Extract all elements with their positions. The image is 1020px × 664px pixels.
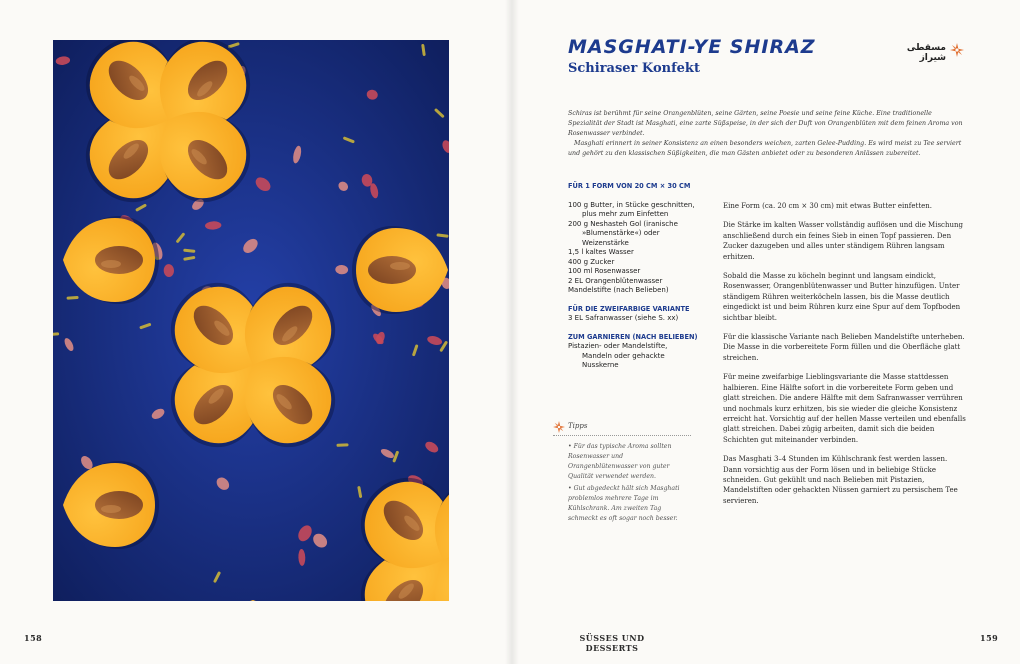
book-gutter: [505, 0, 519, 664]
ingredient-item: 400 g Zucker: [568, 257, 615, 266]
recipe-subtitle: Schiraser Konfekt: [568, 61, 700, 76]
recipe-intro: [568, 109, 964, 159]
ingredient-group-variant: [568, 314, 698, 324]
ingredient-item: 100 g Butter, in Stücke geschnitten, plus mehr zum Einfetten: [568, 200, 695, 218]
ingredient-item: Pistazien- oder Mandelstifte, Mandeln oder gehackte Nusskerne: [568, 342, 668, 369]
ingredient-item: 200 g Neshasteh Gol (iranische »Blumenstärke«) oder Weizenstärke: [568, 219, 678, 247]
garnish-heading: ZUM GARNIEREN (NACH BELIEBEN): [568, 332, 698, 341]
ingredient-item: 1,5 l kaltes Wasser: [568, 248, 634, 256]
method-step: Für meine zweifarbige Lieblingsvariante die Masse stattdessen halbieren. Eine Hälfte sofort in die vorbereitete Form geben und glatt streichen. Die andere Hälfte mit dem Safranwasser verrühren und nochmals kurz erhitzen, bis sie wieder die gleiche Konsistenz erreicht hat. Vorsichtig auf der hellen Masse verteilen und ebenfalls glatt streichen. Dabei zügig arbeiten, damit sich die beiden Schichten gut miteinander verbinden.: [723, 373, 966, 444]
method-step: Die Stärke im kalten Wasser vollständig auflösen und die Mischung anschließend durch ein feines Sieb in einen Topf passieren. Den Zucker dazugeben und alles unter ständigem Rühren langsam erhitzen.: [723, 221, 963, 261]
method-step: Eine Form (ca. 20 cm × 30 cm) mit etwas Butter einfetten.: [723, 202, 933, 210]
ingredient-item: 2 EL Orangenblütenwasser: [568, 276, 663, 285]
ingredient-item: 100 ml Rosenwasser: [568, 267, 641, 275]
ingredient-group-main: [568, 201, 698, 296]
tip-item: • Für das typische Aroma sollten Rosenwasser und Orangenblütenwasser von guter Qualität verwendet werden.: [568, 443, 672, 480]
ingredients-heading: FÜR 1 FORM VON 20 CM × 30 CM: [568, 182, 691, 190]
intro-paragraph: Masghati erinnert in seiner Konsistenz an einen besonders weichen, zarten Gelee-Pudding. Es wird meist zu Tee serviert und gehört zu den klassischen Süßigkeiten, die man Gästen anbietet oder zu besonderen Anlässen zubereitet.: [568, 140, 962, 157]
method-step: Für die klassische Variante nach Belieben Mandelstifte unterheben. Die Masse in die vorbereitete Form füllen und die Oberfläche glatt streichen.: [723, 333, 965, 362]
page-number-right: 159: [980, 633, 999, 643]
recipe-title: MASGHATI-YE SHIRAZ: [568, 36, 816, 58]
section-running-footer: SÜSSES UND DESSERTS: [579, 633, 645, 653]
ingredient-list: [568, 182, 698, 380]
variant-heading: FÜR DIE ZWEIFARBIGE VARIANTE: [568, 304, 690, 313]
method-step: Das Masghati 3–4 Stunden im Kühlschrank fest werden lassen. Dann vorsichtig aus der Form lösen und in beliebige Stücke schneiden. Gut gekühlt und nach Belieben mit Pistazien, Mandelstiften oder gehackten Nüssen garniert zu persischem Tee servieren.: [723, 455, 958, 505]
method-step: Sobald die Masse zu köcheln beginnt und langsam eindickt, Rosenwasser, Orangenblütenwasser und Butter hinzufügen. Unter ständigem Rühren weiterköcheln lassen, bis die Masse deutlich eingedickt ist und beim Rühren kurz eine Spur auf dem Topfboden sichtbar bleibt.: [723, 272, 961, 322]
ingredient-item: 3 EL Safranwasser (siehe S. xx): [568, 314, 679, 322]
method-steps: [723, 201, 966, 515]
ornament-star-icon: [950, 43, 964, 57]
masghati-food-photo: [53, 40, 449, 601]
tips-header: [553, 421, 691, 436]
tips-star-icon: [553, 421, 565, 433]
intro-paragraph: Schiras ist berühmt für seine Orangenblüten, seine Gärten, seine Poesie und seine feine Küche. Eine traditionelle Spezialität der Stadt ist Masghati, eine zarte Süßspeise, in der sich der Duft von Orangenblüten mit dem feinen Aroma von Rosenwasser verbindet.: [568, 110, 963, 137]
tip-item: • Gut abgedeckt hält sich Masghati problemlos mehrere Tage im Kühlschrank. Am zweiten Tag schmeckt es oft sogar noch besser.: [568, 485, 680, 522]
photo-illustration: [53, 40, 449, 601]
ingredient-item: Mandelstifte (nach Belieben): [568, 286, 669, 294]
page-number-left: 158: [24, 633, 43, 643]
ingredient-group-garnish: [568, 342, 698, 371]
tips-box: [553, 421, 691, 526]
persian-title: مسقطی شیراز: [906, 43, 946, 63]
tips-heading: Tipps: [568, 422, 588, 430]
